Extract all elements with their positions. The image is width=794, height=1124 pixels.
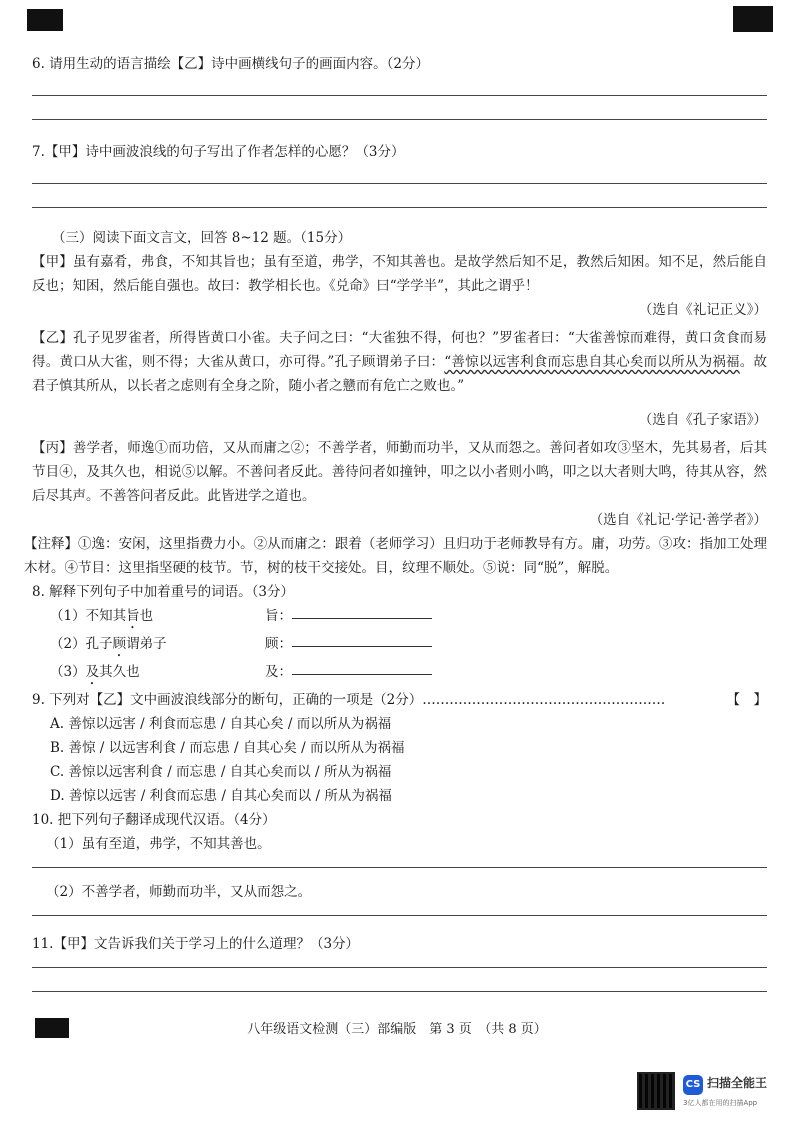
sentence-2: （2）不善学者，师勤而功半，又从而怨之。 (46, 884, 312, 900)
item-sentence: （1）不知其旨也 (50, 608, 154, 624)
option-c[interactable]: C. 善惊以远害利食 / 而忘患 / 自其心矣而以 / 所从为祸福 (50, 764, 392, 780)
option-d[interactable]: D. 善惊以远害 / 利食而忘患 / 自其心矣而以 / 所从为祸福 (50, 788, 392, 804)
passage-bing: 【丙】善学者，师逸①而功倍，又从而庸之②；不善学者，师勤而功半，又从而怨之。善问者如攻③坚木，先其易者，后其节目④，及其久也，相说⑤以解。不善问者反此。善待问者如撞钟，叩之以小者则小鸣，叩之以大者则大鸣，待其从容，然后尽其声。不善答问者反此。此皆进学之道也。 (32, 440, 767, 504)
scanner-tagline: 3亿人都在用的扫描App (683, 1099, 758, 1107)
answer-line[interactable] (32, 182, 767, 184)
corner-mark-top-left (27, 9, 63, 31)
question-9-text: 9. 下列对【乙】文中画波浪线部分的断句，正确的一项是（2分）……………………………………………… (32, 692, 666, 708)
item-sentence: （3）及其久也 (50, 664, 140, 680)
passage-yi-text: 【乙】孔子见罗雀者，所得皆黄口小雀。夫子问之曰：“大雀独不得，何也？”罗雀者曰：“大雀善惊而难得，黄口贪食而易得。黄口从大雀，则不得；大雀从黄口，亦可得。”孔子顾谓弟子曰： (32, 330, 767, 370)
emphasized-word: 顾 (112, 636, 127, 652)
question-9-options (32, 712, 767, 808)
passage-yi-text-end: 。故君子慎其所从，以长者之虑则有全身之阶，随小者之戆而有危亡之败也。” (32, 354, 767, 394)
answer-line[interactable] (32, 866, 767, 868)
question-8: 8. 解释下列句子中加着重号的词语。（3分） (32, 584, 295, 600)
answer-blank[interactable] (292, 660, 432, 675)
camscanner-logo-icon: CS (683, 1075, 703, 1095)
answer-bracket[interactable]: 【 】 (726, 692, 767, 708)
passage-bing-source: （选自《礼记·学记·善学者》） (589, 512, 767, 528)
section-3-title: （三）阅读下面文言文，回答 8~12 题。（15分） (52, 230, 352, 246)
sentence-1: （1）虽有至道，弗学，不知其善也。 (46, 836, 271, 852)
passage-jia-source: （选自《礼记正义》） (638, 302, 767, 318)
answer-line[interactable] (32, 94, 767, 96)
item-label: 顾： (265, 636, 292, 652)
item-label: 及： (265, 664, 292, 680)
question-10: 10. 把下列句子翻译成现代汉语。（4分） (32, 812, 276, 828)
question-8-item (32, 632, 767, 660)
answer-line[interactable] (32, 914, 767, 916)
page-footer: 八年级语文检测（三）部编版 第 3 页 （共 8 页） (247, 1022, 547, 1037)
scanner-app-name: 扫描全能王 (707, 1076, 768, 1090)
answer-blank[interactable] (292, 632, 432, 647)
passage-jia: 【甲】虽有嘉肴，弗食，不知其旨也；虽有至道，弗学，不知其善也。是故学然后知不足，教然后知困。知不足，然后能自反也；知困，然后能自强也。故曰：教学相长也。《兑命》曰“学学半”，其此之谓乎！ (32, 254, 767, 294)
passage-yi-source: （选自《孔子家语》） (638, 412, 767, 428)
answer-blank[interactable] (292, 604, 432, 619)
answer-line[interactable] (32, 966, 767, 968)
emphasized-word: 旨 (126, 608, 140, 624)
passage-yi (32, 326, 767, 398)
passage-yi-wavy-line: “善惊以远害利食而忘患自其心矣而以所从为祸福 (444, 354, 740, 370)
exam-page (24, 44, 767, 1014)
question-11: 11.【甲】文告诉我们关于学习上的什么道理？（3分） (32, 936, 360, 952)
item-sentence: （2）孔子顾谓弟子 (50, 636, 167, 652)
question-9 (32, 688, 767, 712)
item-label: 旨： (265, 608, 292, 624)
question-8-items (32, 604, 767, 688)
question-7: 7.【甲】诗中画波浪线的句子写出了作者怎样的心愿？（3分） (32, 144, 405, 160)
answer-line[interactable] (32, 206, 767, 208)
scanner-watermark (637, 1072, 787, 1116)
answer-line[interactable] (32, 118, 767, 120)
emphasized-word: 及 (85, 664, 100, 680)
question-8-item (32, 604, 767, 632)
qr-code-icon (637, 1072, 675, 1110)
option-a[interactable]: A. 善惊以远害 / 利食而忘患 / 自其心矣 / 而以所从为祸福 (50, 716, 392, 732)
question-8-item (32, 660, 767, 688)
question-6: 6. 请用生动的语言描绘【乙】诗中画横线句子的画面内容。（2分） (32, 56, 430, 72)
option-b[interactable]: B. 善惊 / 以远害利食 / 而忘患 / 自其心矣 / 而以所从为祸福 (50, 740, 405, 756)
annotations: 【注释】①逸：安闲，这里指费力小。②从而庸之：跟着（老师学习）且归功于老师教导有方。庸，功劳。③攻：指加工处理木材。④节目：这里指坚硬的枝节。节，树的枝干交接处。目，纹理不顺处。⑤说：同“脱”，解脱。 (24, 536, 767, 576)
answer-line[interactable] (32, 990, 767, 992)
corner-mark-top-right (733, 6, 773, 32)
